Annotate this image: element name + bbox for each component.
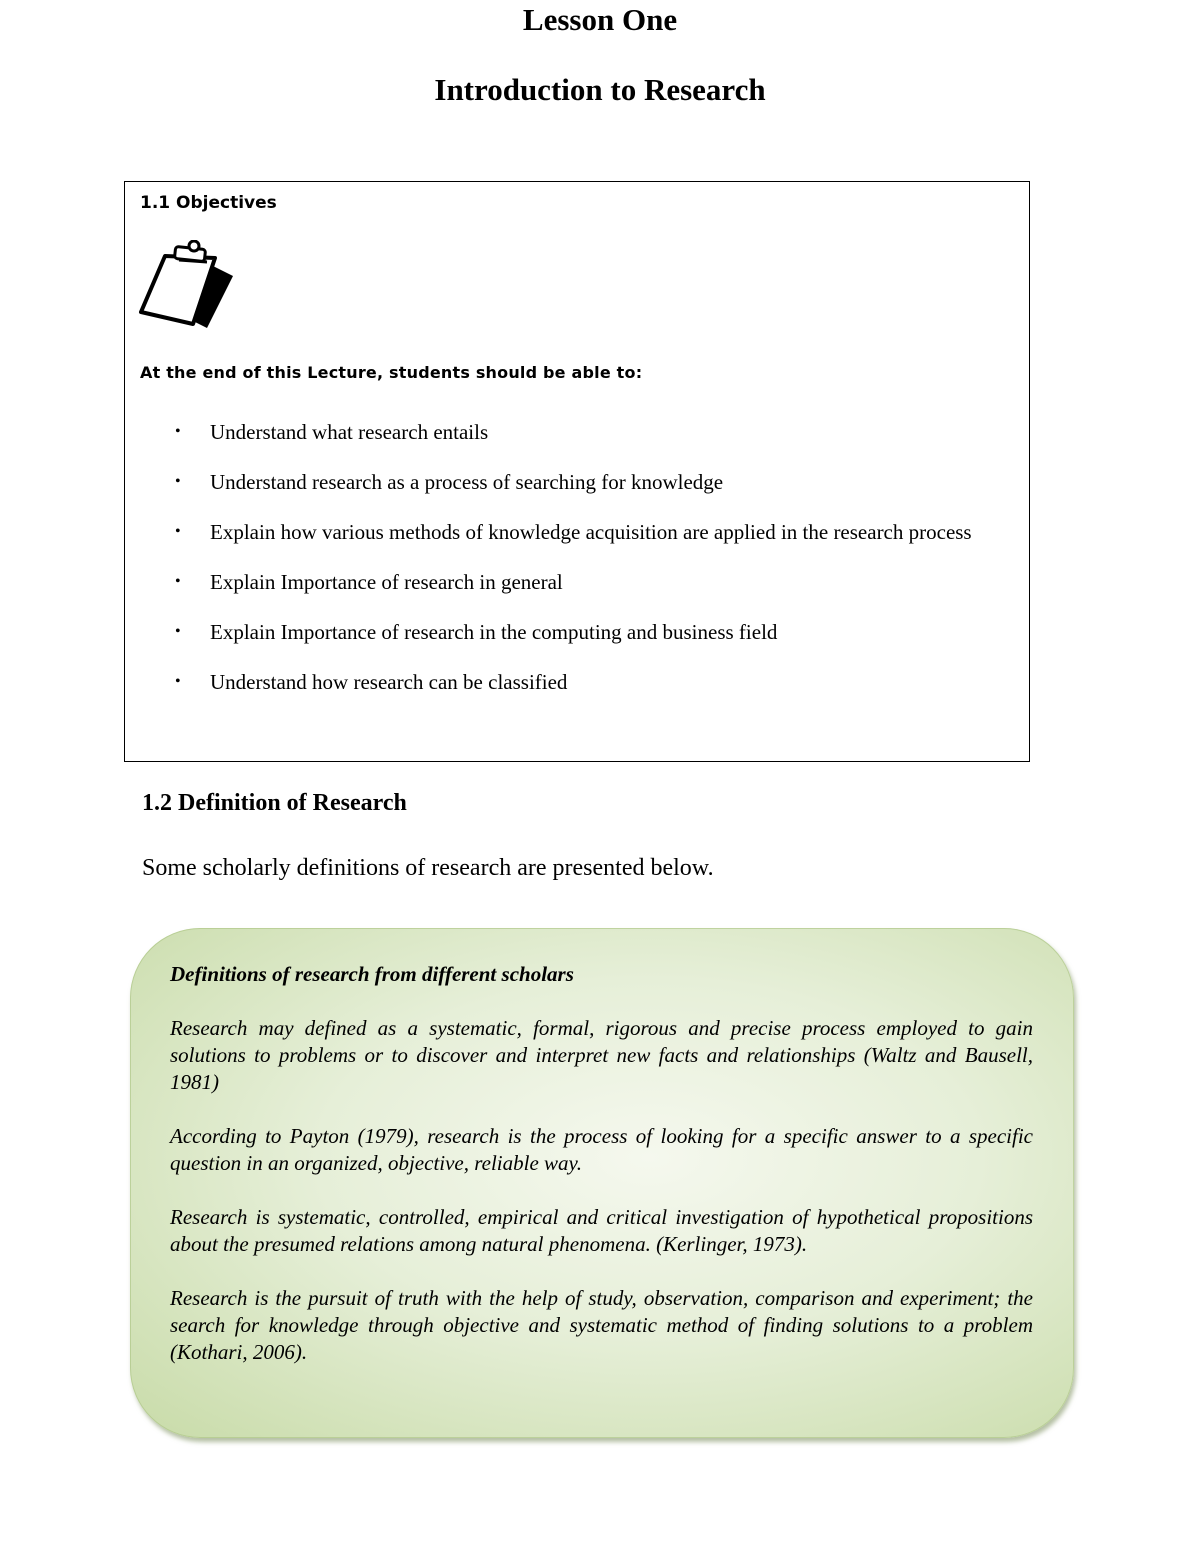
list-item bbox=[125, 466, 1031, 498]
bullet-icon: • bbox=[175, 473, 181, 490]
definition-paragraph: Research may defined as a systematic, formal, rigorous and precise process employed to gain solutions to problems or to discover and interpret new facts and relationships (Waltz and Bausell, 1981) bbox=[170, 1016, 1033, 1094]
definitions-content bbox=[170, 961, 1033, 1393]
objectives-intro: At the end of this Lecture, students should be able to: bbox=[140, 363, 643, 382]
lesson-label: Lesson One bbox=[522, 2, 678, 37]
objective-text: Understand research as a process of searching for knowledge bbox=[210, 470, 724, 494]
definition-paragraph: Research is systematic, controlled, empirical and critical investigation of hypothetical propositions about the presumed relations among natural phenomena. (Kerlinger, 1973). bbox=[170, 1205, 1033, 1256]
objective-text: Explain how various methods of knowledge acquisition are applied in the research process bbox=[210, 520, 972, 544]
objective-text: Understand what research entails bbox=[210, 420, 489, 444]
list-item bbox=[125, 516, 1031, 548]
definition-paragraph: According to Payton (1979), research is the process of looking for a specific answer to a specific question in an organized, objective, reliable way. bbox=[170, 1124, 1033, 1175]
section-intro: Some scholarly definitions of research are presented below. bbox=[142, 855, 714, 881]
definition-paragraph: Research is the pursuit of truth with the help of study, observation, comparison and experiment; the search for knowledge through objective and systematic method of finding solutions to a problem (Kothari, 2006). bbox=[170, 1286, 1033, 1364]
objectives-list bbox=[125, 416, 1031, 716]
objective-text: Explain Importance of research in general bbox=[210, 570, 563, 594]
objectives-box bbox=[124, 181, 1030, 762]
list-item bbox=[125, 416, 1031, 448]
definitions-panel bbox=[130, 928, 1074, 1438]
list-item bbox=[125, 566, 1031, 598]
lesson-title: Introduction to Research bbox=[434, 72, 766, 107]
section-heading: 1.2 Definition of Research bbox=[142, 790, 407, 816]
bullet-icon: • bbox=[175, 573, 181, 590]
bullet-icon: • bbox=[175, 673, 181, 690]
list-item bbox=[125, 616, 1031, 648]
bullet-icon: • bbox=[175, 423, 181, 440]
definitions-heading: Definitions of research from different scholars bbox=[170, 962, 574, 986]
clipboard-icon bbox=[137, 240, 241, 334]
list-item bbox=[125, 666, 1031, 698]
objective-text: Understand how research can be classified bbox=[210, 670, 568, 694]
objectives-heading: 1.1 Objectives bbox=[140, 193, 277, 213]
bullet-icon: • bbox=[175, 623, 181, 640]
bullet-icon: • bbox=[175, 523, 181, 540]
objective-text: Explain Importance of research in the computing and business field bbox=[210, 620, 778, 644]
